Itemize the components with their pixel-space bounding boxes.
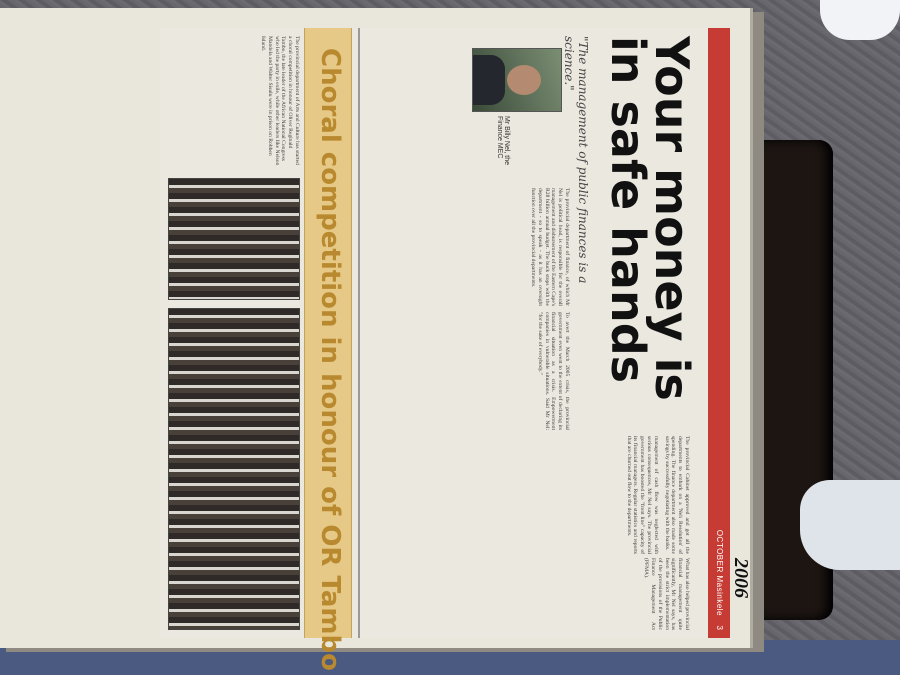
article-column-3: The provincial Cabinet approved and got all the departments to embark on a 'Neh Resolution' of spending. The finance department also made some savings by successfully negotiating with the banks. management of cash flow was neglected with serious consequences, Mr Nel says. The provincial government has boosted the "front line" capacity of its financial managers. Regular statistics and reports that are churned out flow to the departments. <box>625 436 690 554</box>
top-bar <box>708 28 730 638</box>
headline-line-2: in safe hands <box>601 36 655 384</box>
choir-photo-1 <box>168 178 300 300</box>
page-number: 3 <box>715 625 724 630</box>
article-column-1: The provincial department of finance, of which Mr Nel is political head, is responsible for the overall management and disbursement of the Eastern Cape's R28 billion annual budget. The buck stops with the department - so to speak - as it has an oversight function over all the provincial departments. <box>530 188 570 306</box>
white-glove <box>820 0 900 40</box>
band-title: Choral competition in honour of OR Tambo <box>315 48 345 671</box>
headline <box>601 36 699 401</box>
photo-caption: Mr Billy Nel, the Finance MEC <box>496 116 510 166</box>
choral-article: The provincial department of Arts and Culture has started a choral competition in honour of Oliver Reginald Tambo, the late leader of the African National Congress who led the party in exile, while other leaders like Nelson Mandela and Walter Sisulu were in prison on Robben Island. <box>260 36 300 166</box>
pull-quote: "The management of public finances is a science." <box>562 36 590 284</box>
photo-suit <box>473 55 505 105</box>
photo-face <box>507 65 541 95</box>
article-column-2: To avert the March 2005 crisis, the provincial government even went to the extent of declaring its financial situation as a crisis. Empowerment companies in vulnerable situations. Said Mr Nel: "for the sake of everybody." <box>536 312 570 430</box>
choral-band <box>304 28 352 671</box>
article-column-4: What has also helped provincial financial management quite significantly, Mr Nel says, has been the strict implementation of the provisions of the Public Finance Management Act (PFMA). <box>643 558 690 630</box>
mec-photo <box>472 48 562 112</box>
month-magazine: OCTOBER Masinkele <box>715 529 724 616</box>
white-chair <box>800 480 900 570</box>
divider <box>358 28 360 638</box>
headline-line-1: Your money is <box>645 36 699 401</box>
handwritten-date: 2006 <box>730 558 752 598</box>
newspaper-page <box>160 28 752 671</box>
choir-photo-2 <box>168 308 300 630</box>
